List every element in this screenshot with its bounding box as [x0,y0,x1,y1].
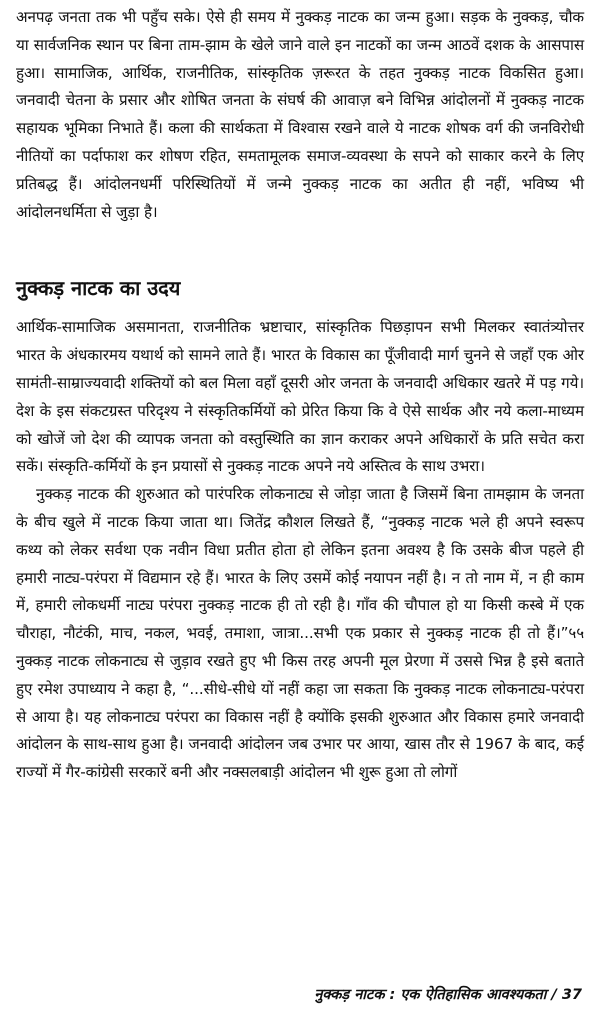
page-content [16,4,584,787]
section-paragraph-2: नुक्कड़ नाटक की शुरुआत को पारंपरिक लोकनाट्य से जोड़ा जाता है जिसमें बिना तामझाम के जनता के बीच खुले में नाटक किया जाता था। जितेंद्र कौशल लिखते हैं, “नुक्कड़ नाटक भले ही अपने स्वरूप कथ्य को लेकर सर्वथा एक नवीन विधा प्रतीत होता हो लेकिन इतना अवश्य है कि उसके बीज पहले ही हमारी नाट्य-परंपरा में विद्यमान रहे हैं। भारत के लिए उसमें कोई नयापन नहीं है। न तो नाम में, न ही काम में, हमारी लोकधर्मी नाट्य परंपरा नुक्कड़ नाटक ही तो रही है। गाँव की चौपाल हो या किसी कस्बे में एक चौराहा, नौटंकी, माच, नकल, भवई, तमाशा, जात्रा...सभी एक प्रकार से नुक्कड़ नाटक ही तो हैं।”५५ नुक्कड़ नाटक लोकनाट्य से जुड़ाव रखते हुए भी किस तरह अपनी मूल प्रेरणा में उससे भिन्न है इसे बताते हुए रमेश उपाध्याय ने कहा है, “...सीधे-सीधे यों नहीं कहा जा सकता कि नुक्कड़ नाटक लोकनाट्य-परंपरा से आया है। यह लोकनाट्य परंपरा का विकास नहीं है क्योंकि इसकी शुरुआत और विकास हमारे जनवादी आंदोलन के साथ-साथ हुआ है। जनवादी आंदोलन जब उभार पर आया, खास तौर से 1967 के बाद, कई राज्यों में गैर-कांग्रेसी सरकारें बनी और नक्सलबाड़ी आंदोलन भी शुरू हुआ तो लोगों [16,485,584,782]
page-footer: नुक्कड़ नाटक : एक ऐतिहासिक आवश्यकता / 37 [314,987,582,1003]
section-paragraph-1: आर्थिक-सामाजिक असमानता, राजनीतिक भ्रष्टाचार, सांस्कृतिक पिछड़ापन सभी मिलकर स्वातंत्र्योत्तर भारत के अंधकारमय यथार्थ को सामने लाते हैं। भारत के विकास का पूँजीवादी मार्ग चुनने से जहाँ एक ओर सामंती-साम्राज्यवादी शक्तियों को बल मिला वहाँ दूसरी ओर जनता के जनवादी अधिकार खतरे में पड़ गये। देश के इस संकटग्रस्त परिदृश्य ने संस्कृतिकर्मियों को प्रेरित किया कि वे ऐसे सार्थक और नये कला-माध्यम को खोजें जो देश की व्यापक जनता को वस्तुस्थिति का ज्ञान कराकर अपने अधिकारों के प्रति सचेत करा सकें। संस्कृति-कर्मियों के इन प्रयासों से नुक्कड़ नाटक अपने नये अस्तित्व के साथ उभरा। [16,318,584,476]
section-heading: नुक्कड़ नाटक का उदय [16,276,181,301]
intro-paragraph: अनपढ़ जनता तक भी पहुँच सके। ऐसे ही समय में नुक्कड़ नाटक का जन्म हुआ। सड़क के नुक्कड़, चौक या सार्वजनिक स्थान पर बिना ताम-झाम के खेले जाने वाले इन नाटकों का जन्म आठवें दशक के आसपास हुआ। सामाजिक, आर्थिक, राजनीतिक, सांस्कृतिक ज़रूरत के तहत नुक्कड़ नाटक विकसित हुआ। जनवादी चेतना के प्रसार और शोषित जनता के संघर्ष की आवाज़ बने विभिन्न आंदोलनों में नुक्कड़ नाटक सहायक भूमिका निभाते हैं। कला की सार्थकता में विश्वास रखने वाले ये नाटक शोषक वर्ग की जनविरोधी नीतियों का पर्दाफाश कर शोषण रहित, समतामूलक समाज-व्यवस्था के सपने को साकार करने के लिए प्रतिबद्ध हैं। आंदोलनधर्मी परिस्थितियों में जन्मे नुक्कड़ नाटक का अतीत ही नहीं, भविष्य भी आंदोलनधर्मिता से जुड़ा है। [16,8,584,221]
